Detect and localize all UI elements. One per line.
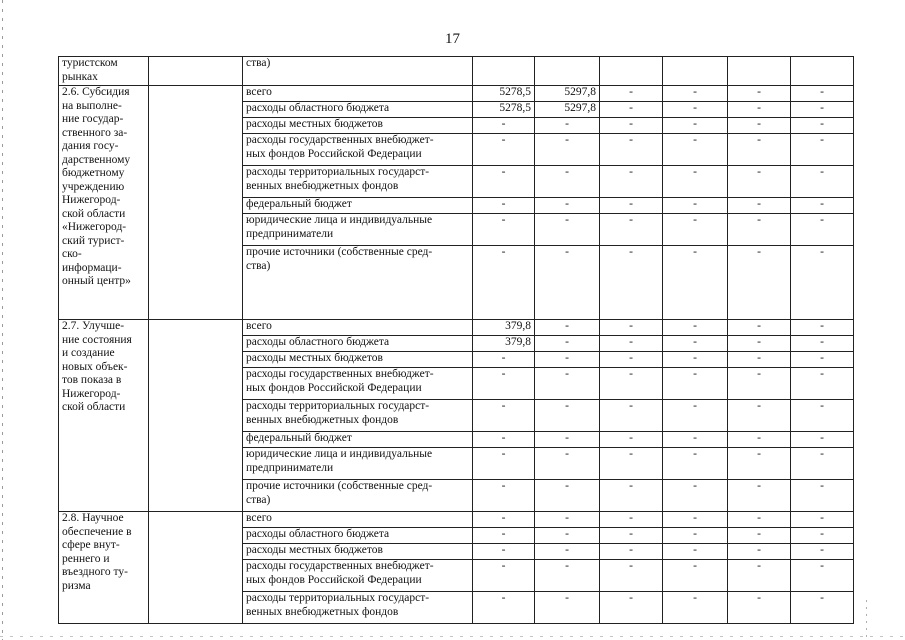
scan-edge-right — [866, 600, 867, 640]
funding-source: всего — [243, 320, 473, 336]
funding-source: всего — [243, 512, 473, 528]
value-cell: - — [791, 480, 854, 512]
value-cell: - — [663, 134, 728, 166]
value-cell: - — [791, 448, 854, 480]
value-cell: - — [728, 448, 791, 480]
value-cell: - — [600, 336, 663, 352]
executor-cell — [149, 86, 243, 320]
value-cell: - — [473, 118, 535, 134]
value-cell: - — [535, 544, 600, 560]
funding-source: расходы государственных внебюджет- ных фондов Российской Федерации — [243, 134, 473, 166]
table-row — [59, 512, 854, 528]
funding-source: юридические лица и индивидуальные предприниматели — [243, 448, 473, 480]
value-cell: - — [791, 560, 854, 592]
value-cell: - — [728, 320, 791, 336]
value-cell: - — [791, 432, 854, 448]
value-cell: - — [535, 400, 600, 432]
funding-source: расходы территориальных государст- венных внебюджетных фондов — [243, 592, 473, 624]
value-cell: - — [728, 528, 791, 544]
value-cell: - — [791, 198, 854, 214]
value-cell: - — [473, 214, 535, 246]
value-cell: - — [791, 368, 854, 400]
value-cell: 379,8 — [473, 320, 535, 336]
value-cell: - — [600, 102, 663, 118]
value-cell: - — [663, 352, 728, 368]
value-cell — [663, 57, 728, 86]
value-cell: - — [535, 512, 600, 528]
value-cell: - — [535, 118, 600, 134]
value-cell: - — [600, 198, 663, 214]
funding-source: расходы местных бюджетов — [243, 352, 473, 368]
value-cell: - — [728, 166, 791, 198]
funding-source: расходы государственных внебюджет- ных фондов Российской Федерации — [243, 368, 473, 400]
table-row — [59, 57, 854, 86]
value-cell: - — [791, 336, 854, 352]
value-cell: - — [600, 368, 663, 400]
funding-source: прочие источники (собственные сред- ства) — [243, 246, 473, 320]
value-cell: - — [663, 368, 728, 400]
measure-name: 2.7. Улучше- ние состояния и создание новых объек- тов показа в Нижегород- ской области — [59, 320, 149, 512]
value-cell: - — [791, 592, 854, 624]
value-cell: - — [728, 214, 791, 246]
value-cell: - — [473, 368, 535, 400]
funding-source: федеральный бюджет — [243, 432, 473, 448]
value-cell: - — [473, 480, 535, 512]
measure-name: 2.6. Субсидия на выполне- ние государ- ственного за- дания госу- дарственному бюджетному учреждению Нижегород- ской области «Нижегород- ский турист- ско- информаци- онный центр» — [59, 86, 149, 320]
value-cell: - — [728, 560, 791, 592]
value-cell: - — [473, 400, 535, 432]
value-cell: - — [791, 544, 854, 560]
value-cell: - — [473, 134, 535, 166]
funding-source: всего — [243, 86, 473, 102]
value-cell — [535, 57, 600, 86]
value-cell: - — [728, 592, 791, 624]
value-cell: - — [473, 352, 535, 368]
value-cell: - — [728, 118, 791, 134]
value-cell: - — [535, 480, 600, 512]
funding-source: расходы государственных внебюджет- ных фондов Российской Федерации — [243, 560, 473, 592]
value-cell: - — [728, 400, 791, 432]
value-cell: - — [473, 166, 535, 198]
value-cell: - — [473, 198, 535, 214]
value-cell: - — [600, 544, 663, 560]
table-row — [59, 320, 854, 336]
value-cell: - — [663, 86, 728, 102]
value-cell: - — [728, 102, 791, 118]
value-cell: - — [535, 246, 600, 320]
value-cell: - — [791, 134, 854, 166]
budget-table-body — [59, 57, 854, 624]
value-cell — [728, 57, 791, 86]
executor-cell — [149, 320, 243, 512]
table-row — [59, 86, 854, 102]
value-cell: - — [728, 86, 791, 102]
value-cell: - — [663, 214, 728, 246]
value-cell: - — [535, 448, 600, 480]
value-cell: - — [600, 86, 663, 102]
value-cell: - — [663, 198, 728, 214]
executor-cell — [149, 512, 243, 624]
value-cell: - — [535, 592, 600, 624]
value-cell: - — [535, 336, 600, 352]
funding-source: федеральный бюджет — [243, 198, 473, 214]
funding-source: юридические лица и индивидуальные предприниматели — [243, 214, 473, 246]
value-cell: - — [600, 352, 663, 368]
value-cell: - — [535, 198, 600, 214]
value-cell: - — [473, 512, 535, 528]
value-cell: - — [791, 352, 854, 368]
value-cell: - — [663, 166, 728, 198]
value-cell: - — [663, 320, 728, 336]
value-cell: - — [663, 336, 728, 352]
value-cell: - — [600, 246, 663, 320]
scan-edge-bottom — [0, 636, 905, 637]
value-cell — [791, 57, 854, 86]
executor-cell — [149, 57, 243, 86]
value-cell: - — [663, 448, 728, 480]
value-cell: - — [600, 134, 663, 166]
value-cell: - — [663, 592, 728, 624]
value-cell: 5278,5 — [473, 86, 535, 102]
funding-source: расходы территориальных государст- венных внебюджетных фондов — [243, 166, 473, 198]
value-cell — [600, 57, 663, 86]
value-cell: - — [728, 368, 791, 400]
value-cell: - — [600, 528, 663, 544]
value-cell: - — [663, 400, 728, 432]
value-cell: - — [728, 198, 791, 214]
value-cell: - — [535, 368, 600, 400]
value-cell: - — [535, 320, 600, 336]
value-cell: - — [600, 118, 663, 134]
value-cell: - — [473, 592, 535, 624]
funding-source: расходы территориальных государст- венных внебюджетных фондов — [243, 400, 473, 432]
value-cell: - — [663, 528, 728, 544]
value-cell: - — [600, 592, 663, 624]
value-cell: - — [663, 118, 728, 134]
value-cell: - — [535, 352, 600, 368]
value-cell: - — [600, 400, 663, 432]
value-cell: - — [791, 400, 854, 432]
value-cell: - — [473, 246, 535, 320]
value-cell: - — [535, 214, 600, 246]
value-cell: - — [728, 480, 791, 512]
value-cell: 5297,8 — [535, 102, 600, 118]
value-cell: - — [728, 336, 791, 352]
value-cell: - — [791, 166, 854, 198]
value-cell: 379,8 — [473, 336, 535, 352]
value-cell: - — [600, 432, 663, 448]
value-cell: - — [791, 320, 854, 336]
value-cell: - — [535, 432, 600, 448]
measure-name: 2.8. Научное обеспечение в сфере внут- реннего и въездного ту- ризма — [59, 512, 149, 624]
value-cell: - — [600, 320, 663, 336]
value-cell: - — [728, 512, 791, 528]
value-cell: - — [728, 544, 791, 560]
value-cell: - — [728, 432, 791, 448]
funding-source: прочие источники (собственные сред- ства) — [243, 480, 473, 512]
value-cell: - — [535, 166, 600, 198]
value-cell: - — [535, 134, 600, 166]
value-cell: 5297,8 — [535, 86, 600, 102]
value-cell: - — [663, 246, 728, 320]
budget-table — [58, 56, 854, 624]
value-cell: - — [663, 480, 728, 512]
funding-source: расходы областного бюджета — [243, 336, 473, 352]
value-cell: - — [473, 432, 535, 448]
value-cell: - — [791, 528, 854, 544]
value-cell: - — [728, 134, 791, 166]
page-number: 17 — [445, 31, 460, 47]
value-cell: - — [663, 432, 728, 448]
funding-source: расходы областного бюджета — [243, 528, 473, 544]
measure-name: туристском рынках — [59, 57, 149, 86]
value-cell: - — [600, 560, 663, 592]
value-cell: - — [791, 86, 854, 102]
funding-source: ства) — [243, 57, 473, 86]
value-cell: - — [473, 448, 535, 480]
value-cell: - — [791, 512, 854, 528]
value-cell: - — [473, 560, 535, 592]
value-cell: - — [663, 560, 728, 592]
value-cell: - — [600, 512, 663, 528]
value-cell: - — [663, 102, 728, 118]
value-cell: - — [473, 528, 535, 544]
value-cell: - — [791, 214, 854, 246]
value-cell: 5278,5 — [473, 102, 535, 118]
value-cell: - — [600, 480, 663, 512]
value-cell: - — [600, 166, 663, 198]
value-cell: - — [728, 352, 791, 368]
value-cell: - — [535, 528, 600, 544]
value-cell: - — [791, 102, 854, 118]
value-cell: - — [791, 118, 854, 134]
value-cell: - — [663, 544, 728, 560]
value-cell: - — [663, 512, 728, 528]
scan-edge-left — [2, 0, 3, 640]
value-cell — [473, 57, 535, 86]
value-cell: - — [791, 246, 854, 320]
value-cell: - — [535, 560, 600, 592]
value-cell: - — [473, 544, 535, 560]
funding-source: расходы областного бюджета — [243, 102, 473, 118]
funding-source: расходы местных бюджетов — [243, 118, 473, 134]
value-cell: - — [600, 214, 663, 246]
value-cell: - — [728, 246, 791, 320]
value-cell: - — [600, 448, 663, 480]
funding-source: расходы местных бюджетов — [243, 544, 473, 560]
